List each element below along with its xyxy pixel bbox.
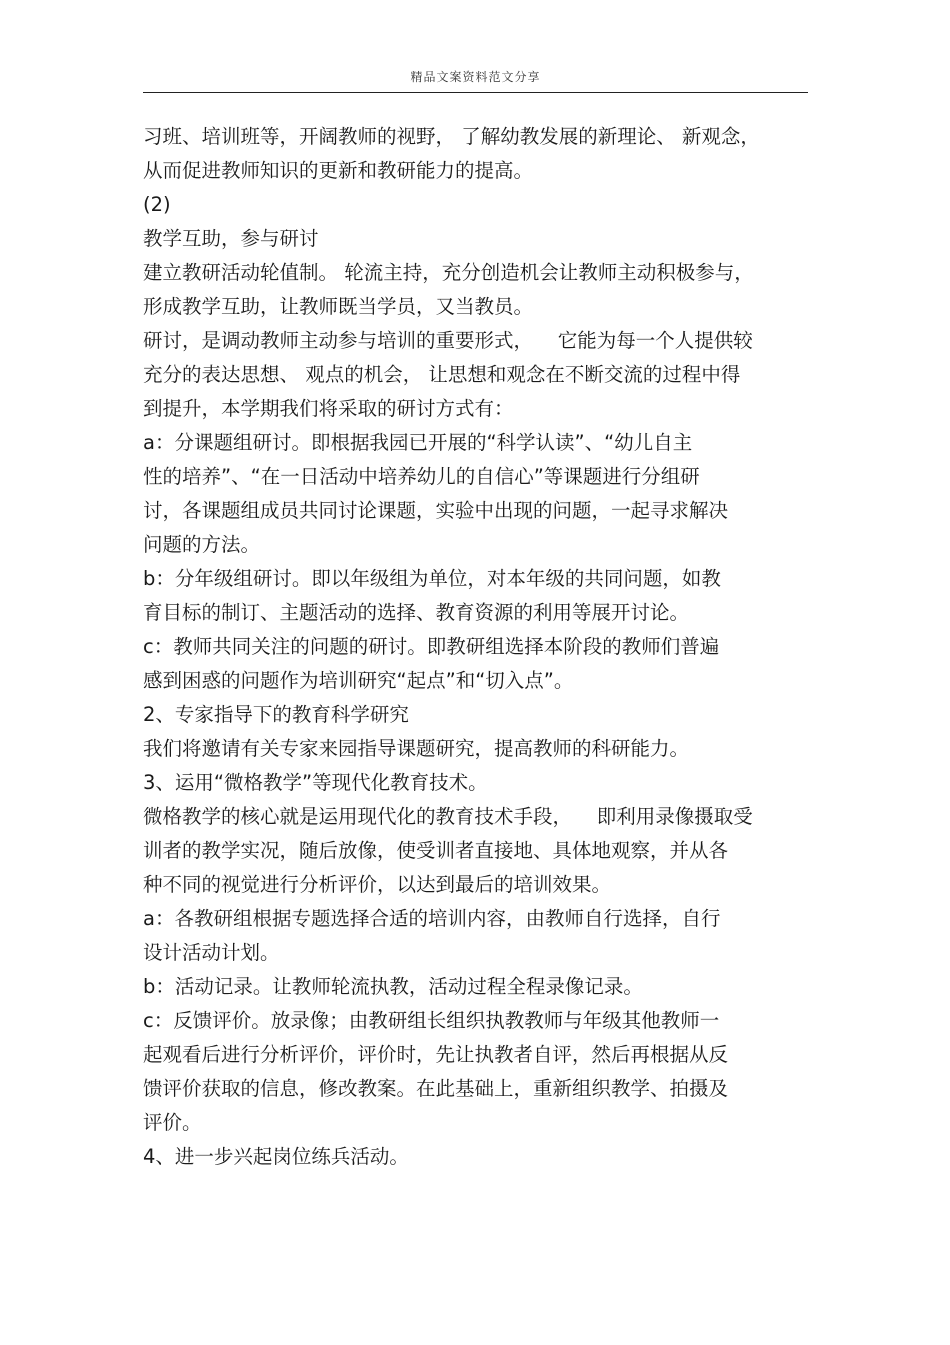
text-line: 训者的教学实况，随后放像，使受训者直接地、具体地观察，并从各 xyxy=(143,839,729,862)
text-line: 3、运用“微格教学”等现代化教育技术。 xyxy=(143,771,488,794)
text-line: 研讨，是调动教师主动参与培训的重要形式， 它能为每一个人提供较 xyxy=(143,329,753,352)
text-line: 习班、培训班等，开阔教师的视野， 了解幼教发展的新理论、 新观念， xyxy=(143,125,760,148)
text-line: a：分课题组研讨。即根据我园已开展的“科学认读”、“幼儿自主 xyxy=(143,431,693,454)
header-title: 精品文案资料范文分享 xyxy=(410,70,541,84)
text-line: 到提升，本学期我们将采取的研讨方式有： xyxy=(143,397,514,420)
text-line: 建立教研活动轮值制。 轮流主持，充分创造机会让教师主动积极参与， xyxy=(143,261,754,284)
text-line: 我们将邀请有关专家来园指导课题研究，提高教师的科研能力。 xyxy=(143,737,690,760)
text-line: 形成教学互助，让教师既当学员，又当教员。 xyxy=(143,295,534,318)
text-line: c：反馈评价。放录像；由教研组长组织执教教师与年级其他教师一 xyxy=(143,1009,720,1032)
text-line: a：各教研组根据专题选择合适的培训内容，由教师自行选择，自行 xyxy=(143,907,721,930)
text-line: 问题的方法。 xyxy=(143,533,261,556)
text-line: 从而促进教师知识的更新和教研能力的提高。 xyxy=(143,159,534,182)
text-line: 评价。 xyxy=(143,1111,202,1134)
text-line: 设计活动计划。 xyxy=(143,941,280,964)
text-line: 育目标的制订、主题活动的选择、教育资源的利用等展开讨论。 xyxy=(143,601,690,624)
text-line: 种不同的视觉进行分析评价，以达到最后的培训效果。 xyxy=(143,873,612,896)
text-line: 微格教学的核心就是运用现代化的教育技术手段， 即利用录像摄取受 xyxy=(143,805,753,828)
text-line: 性的培养”、“在一日活动中培养幼儿的自信心”等课题进行分组研 xyxy=(143,465,700,488)
text-line: c：教师共同关注的问题的研讨。即教研组选择本阶段的教师们普遍 xyxy=(143,635,720,658)
text-line: 2、专家指导下的教育科学研究 xyxy=(143,703,409,726)
text-line: 馈评价获取的信息，修改教案。在此基础上，重新组织教学、拍摄及 xyxy=(143,1077,729,1100)
text-line: 感到困惑的问题作为培训研究“起点”和“切入点”。 xyxy=(143,669,574,692)
text-line: b：活动记录。让教师轮流执教，活动过程全程录像记录。 xyxy=(143,975,643,998)
text-line: 起观看后进行分析评价，评价时，先让执教者自评，然后再根据从反 xyxy=(143,1043,729,1066)
text-line: 充分的表达思想、 观点的机会， 让思想和观念在不断交流的过程中得 xyxy=(143,363,741,386)
document-body xyxy=(143,120,843,1174)
text-line: 教学互助，参与研讨 xyxy=(143,227,319,250)
text-line: b：分年级组研讨。即以年级组为单位，对本年级的共同问题，如教 xyxy=(143,567,721,590)
text-line: (2) xyxy=(143,193,171,216)
page-header xyxy=(143,62,808,93)
text-line: 4、进一步兴起岗位练兵活动。 xyxy=(143,1145,409,1168)
text-line: 讨，各课题组成员共同讨论课题，实验中出现的问题，一起寻求解决 xyxy=(143,499,729,522)
